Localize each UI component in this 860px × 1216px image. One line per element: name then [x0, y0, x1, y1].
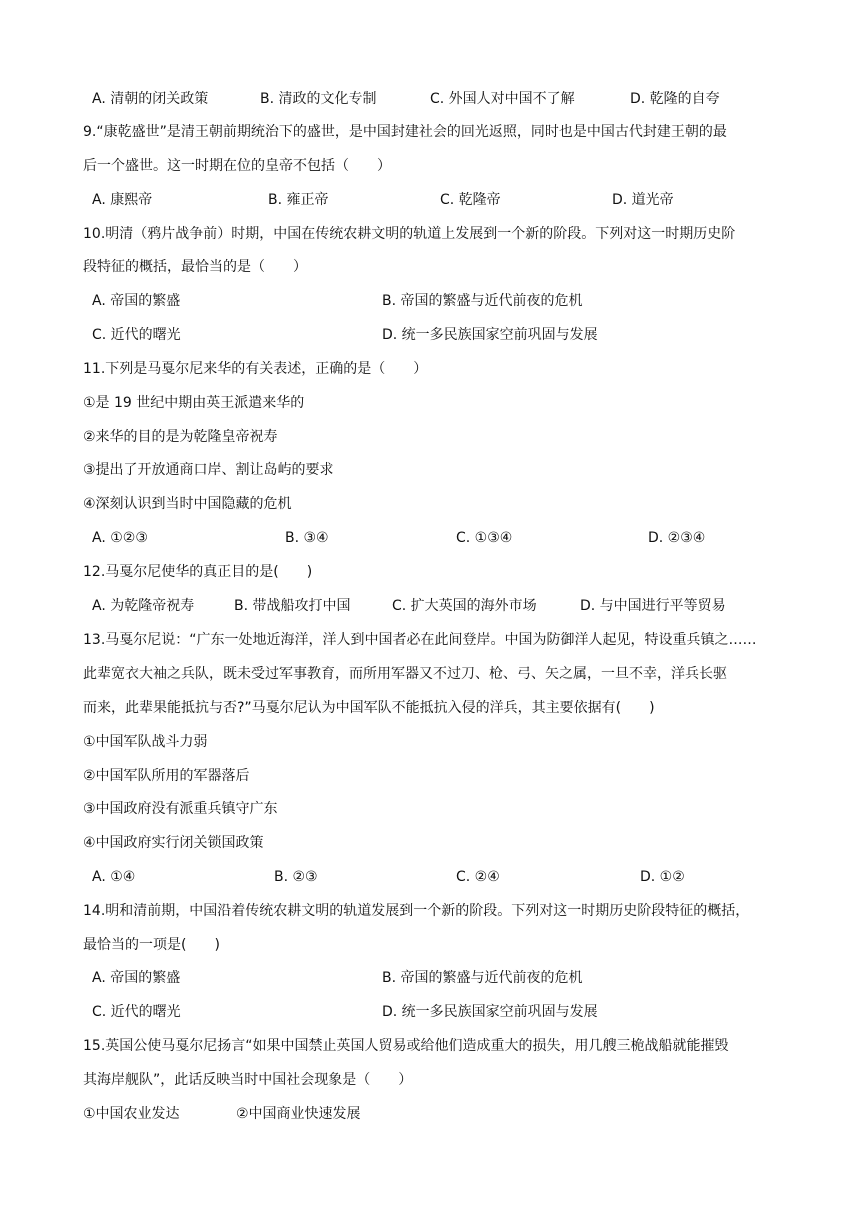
- q10-stem-line2: 段特征的概括，最恰当的是（ ）: [83, 259, 307, 275]
- q13-option-a: A. ①④: [92, 869, 136, 885]
- q11-item-3: ③提出了开放通商口岸、割让岛屿的要求: [83, 462, 334, 478]
- q11-item-1: ①是 19 世纪中期由英王派遣来华的: [83, 395, 305, 411]
- q15-item-2: ②中国商业快速发展: [236, 1106, 361, 1122]
- q14-option-c: C. 近代的曙光: [92, 1004, 181, 1020]
- q12-option-d: D. 与中国进行平等贸易: [580, 598, 726, 614]
- q9-stem-line1: 9.“康乾盛世”是清王朝前期统治下的盛世，是中国封建社会的回光返照，同时也是中国古代封建王朝的最: [83, 124, 727, 140]
- q11-option-a: A. ①②③: [92, 530, 148, 546]
- q10-option-b: B. 帝国的繁盛与近代前夜的危机: [382, 293, 583, 309]
- q8-option-c: C. 外国人对中国不了解: [430, 91, 575, 107]
- q13-item-3: ③中国政府没有派重兵镇守广东: [83, 801, 278, 817]
- q13-option-c: C. ②④: [456, 869, 500, 885]
- q8-option-b: B. 清政的文化专制: [260, 91, 377, 107]
- q11-option-c: C. ①③④: [456, 530, 513, 546]
- q12-option-c: C. 扩大英国的海外市场: [392, 598, 537, 614]
- q15-stem-line1: 15.英国公使马戛尔尼扬言“如果中国禁止英国人贸易或给他们造成重大的损失，用几艘三桅战船就能摧毁: [83, 1038, 729, 1054]
- q15-item-1: ①中国农业发达: [83, 1106, 180, 1122]
- q9-stem-line2: 后一个盛世。这一时期在位的皇帝不包括（ ）: [83, 158, 391, 174]
- q10-option-c: C. 近代的曙光: [92, 327, 181, 343]
- q10-option-a: A. 帝国的繁盛: [92, 293, 181, 309]
- q14-option-a: A. 帝国的繁盛: [92, 970, 181, 986]
- q11-stem: 11.下列是马戛尔尼来华的有关表述，正确的是（ ）: [83, 361, 428, 377]
- q13-item-2: ②中国军队所用的军器落后: [83, 768, 250, 784]
- q13-stem-line3: 而来，此辈果能抵抗与否?”马戛尔尼认为中国军队不能抵抗入侵的洋兵，其主要依据有( ): [83, 700, 655, 716]
- q12-stem: 12.马戛尔尼使华的真正目的是( ): [83, 564, 313, 580]
- q11-item-2: ②来华的目的是为乾隆皇帝祝寿: [83, 429, 278, 445]
- q9-option-a: A. 康熙帝: [92, 192, 153, 208]
- q8-option-a: A. 清朝的闭关政策: [92, 91, 209, 107]
- q11-item-4: ④深刻认识到当时中国隐藏的危机: [83, 496, 292, 512]
- q8-option-d: D. 乾隆的自夸: [630, 91, 720, 107]
- q13-option-d: D. ①②: [640, 869, 685, 885]
- q10-option-d: D. 统一多民族国家空前巩固与发展: [382, 327, 598, 343]
- q14-stem-line1: 14.明和清前期，中国沿着传统农耕文明的轨道发展到一个新的阶段。下列对这一时期历史阶段特征的概括，: [83, 903, 750, 919]
- q9-option-c: C. 乾隆帝: [440, 192, 501, 208]
- q14-stem-line2: 最恰当的一项是( ): [83, 937, 220, 953]
- q13-item-1: ①中国军队战斗力弱: [83, 734, 208, 750]
- q9-option-b: B. 雍正帝: [268, 192, 329, 208]
- q9-option-d: D. 道光帝: [612, 192, 674, 208]
- q14-option-d: D. 统一多民族国家空前巩固与发展: [382, 1004, 598, 1020]
- q11-option-d: D. ②③④: [648, 530, 706, 546]
- q13-item-4: ④中国政府实行闭关锁国政策: [83, 835, 264, 851]
- q13-stem-line2: 此辈宽衣大袖之兵队，既未受过军事教育，而所用军器又不过刀、枪、弓、矢之属，一旦不幸，洋兵长驱: [83, 666, 727, 682]
- q13-stem-line1: 13.马戛尔尼说：“广东一处地近海洋，洋人到中国者必在此间登岸。中国为防御洋人起见，特设重兵镇之……: [83, 632, 757, 648]
- q13-option-b: B. ②③: [274, 869, 318, 885]
- q12-option-b: B. 带战船攻打中国: [234, 598, 351, 614]
- q14-option-b: B. 帝国的繁盛与近代前夜的危机: [382, 970, 583, 986]
- q10-stem-line1: 10.明清（鸦片战争前）时期，中国在传统农耕文明的轨道上发展到一个新的阶段。下列对这一时期历史阶: [83, 226, 736, 242]
- q12-option-a: A. 为乾隆帝祝寿: [92, 598, 195, 614]
- q15-stem-line2: 其海岸舰队”，此话反映当时中国社会现象是（ ）: [83, 1072, 413, 1088]
- q11-option-b: B. ③④: [285, 530, 329, 546]
